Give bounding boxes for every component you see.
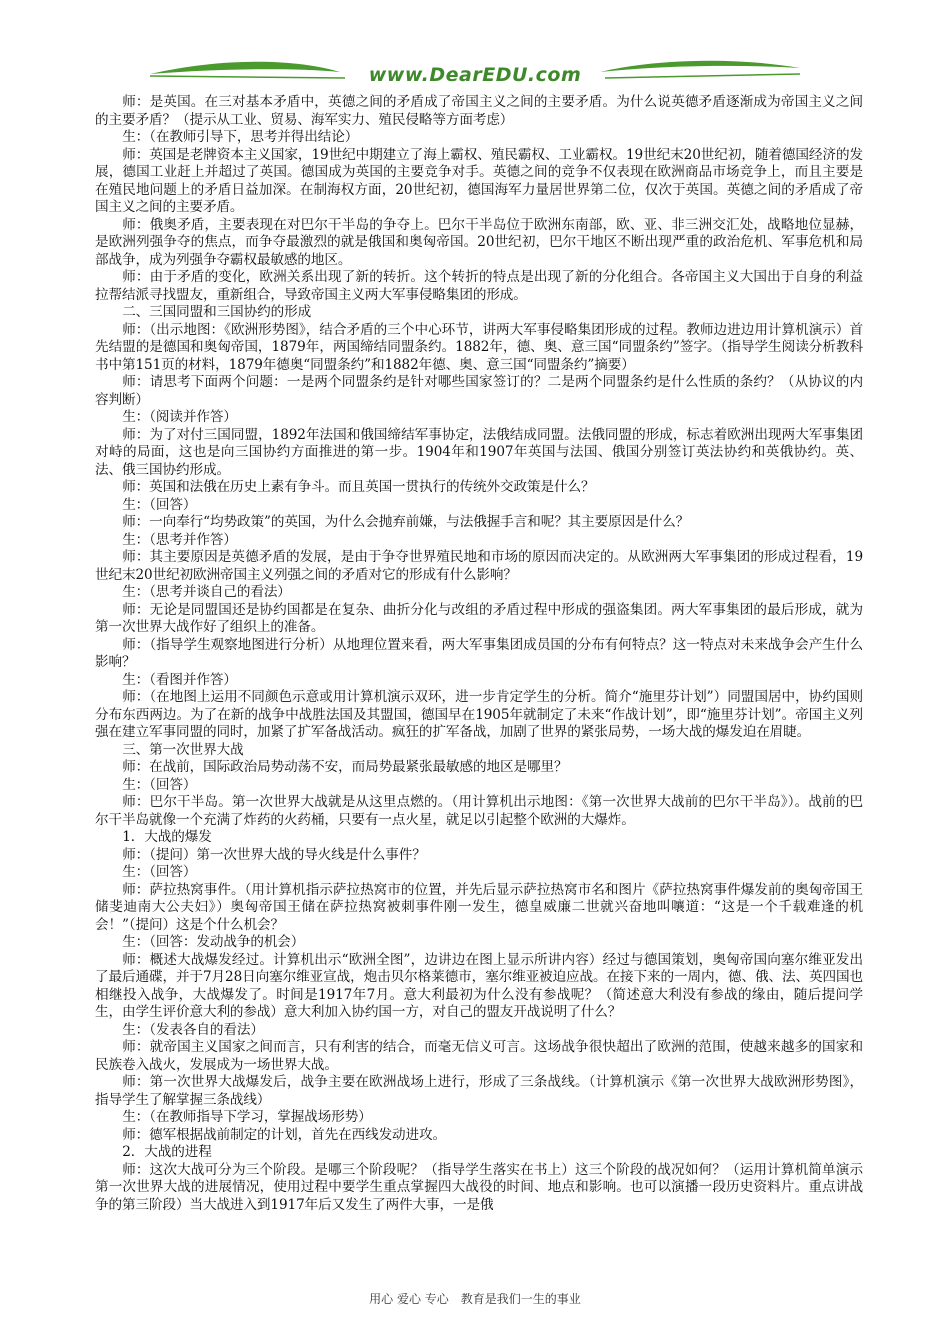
- page-footer: 用心 爱心 专心 教育是我们一生的事业: [369, 1292, 581, 1306]
- paragraph: 师：由于矛盾的变化，欧洲关系出现了新的转折。这个转折的特点是出现了新的分化组合。各帝国主义大国出于自身的利益拉帮结派寻找盟友，重新组合，导致帝国主义两大军事侵略集团的形成。: [95, 269, 863, 303]
- paragraph: 师：英国是老牌资本主义国家，19世纪中期建立了海上霸权、殖民霸权、工业霸权。19世纪末20世纪初，随着德国经济的发展，德国工业赶上并超过了英国。德国成为英国的主要竞争对手。英德之间的竞争不仅表现在欧洲商品市场竞争上，而且主要是在殖民地问题上的矛盾日益加深。在制海权方面，20世纪初，德国海军力量居世界第二位，仅次于英国。英德之间的矛盾成了帝国主义之间的主要矛盾。: [95, 146, 863, 215]
- section-heading: 二、三国同盟和三国协约的形成: [122, 304, 312, 320]
- paragraph: 师：（出示地图：《欧洲形势图》，结合矛盾的三个中心环节，讲两大军事侵略集团形成的过程。教师边进边用计算机演示）首先结盟的是德国和奥匈帝国，1879年，两国缔结同盟条约。1882年，德、奥、意三国“同盟条约”签字。（指导学生阅读分析教科书中第151页的材料，1879年德奥“同盟条约”和1882年德、奥、意三国“同盟条约”摘要）: [95, 321, 863, 373]
- section-heading: 三、第一次世界大战: [122, 741, 244, 758]
- paragraph: 生：（回答）: [122, 776, 197, 793]
- paragraph: 生：（回答：发动战争的机会）: [122, 934, 305, 950]
- paragraph: 生：（在教师引导下，思考并得出结论）: [122, 129, 359, 145]
- paragraph: 师：在战前，国际政治局势动荡不安，而局势最紧张最敏感的地区是哪里？: [122, 759, 568, 775]
- paragraph: 师：为了对付三国同盟，1892年法国和俄国缔结军事协定，法俄结成同盟。法俄同盟的形成，标志着欧洲出现两大军事集团对峙的局面，这也是向三国协约方面推进的第一步。1904年和1907年英国与法国、俄国分别签订英法协约和英俄协约。英、法、俄三国协约形成。: [95, 426, 863, 478]
- paragraph: 师：概述大战爆发经过。计算机出示“欧洲全图”，边讲边在图上显示所讲内容）经过与德国策划，奥匈帝国向塞尔维亚发出了最后通碟，并于7月28日向塞尔维亚宣战，炮击贝尔格莱德市，塞尔维亚被迫应战。在接下来的一周内，德、俄、法、英四国也相继投入战争，大战爆发了。时间是1917年7月。意大利最初为什么没有参战呢？（简述意大利没有参战的缘由，随后提问学生，由学生评价意大利的参战）意大利加入协约国一方，对自己的盟友开战说明了什么？: [95, 951, 863, 1020]
- paragraph: 师：第一次世界大战爆发后，战争主要在欧洲战场上进行，形成了三条战线。（计算机演示《第一次世界大战欧洲形势图》，指导学生了解掌握三条战线）: [95, 1074, 863, 1108]
- paragraph: 生：（发表各自的看法）: [122, 1021, 264, 1038]
- paragraph: 生：（看图并作答）: [122, 671, 237, 688]
- paragraph: 师：（提问）第一次世界大战的导火线是什么事件？: [122, 846, 426, 863]
- paragraph: 师：一向奉行“均势政策”的英国，为什么会抛弃前嫌，与法俄握手言和呢？其主要原因是什么？: [122, 514, 690, 530]
- paragraph: 师：其主要原因是英德矛盾的发展，是由于争夺世界殖民地和市场的原因而决定的。从欧洲两大军事集团的形成过程看，19世纪末20世纪初欧洲帝国主义列强之间的矛盾对它的形成有什么影响？: [95, 549, 863, 583]
- paragraph: 生：（思考并作答）: [122, 531, 237, 548]
- paragraph: 师：无论是同盟国还是协约国都是在复杂、曲折分化与改组的矛盾过程中形成的强盗集团。两大军事集团的最后形成，就为第一次世界大战作好了组织上的准备。: [95, 601, 863, 635]
- document-body: [95, 94, 863, 1214]
- paragraph: 师：这次大战可分为三个阶段。是哪三个阶段呢？（指导学生落实在书上）这三个阶段的战况如何？（运用计算机简单演示第一次世界大战的进展情况，使用过程中要学生重点掌握四大战役的时间、地点和影响。也可以演播一段历史资料片。重点讲战争的第三阶段）当大战进入到1917年后又发生了两件大事，一是俄: [95, 1161, 863, 1213]
- paragraph: 师：（指导学生观察地图进行分析）从地理位置来看，两大军事集团成员国的分布有何特点？这一特点对未来战争会产生什么影响？: [95, 636, 863, 670]
- paragraph: 师：德军根据战前制定的计划，首先在西线发动进攻。: [122, 1126, 447, 1143]
- paragraph: 师：萨拉热窝事件。（用计算机指示萨拉热窝市的位置，并先后显示萨拉热窝市名和图片《萨拉热窝事件爆发前的奥匈帝国王储斐迪南大公夫妇》）奥匈帝国王储在萨拉热窝被刺事件刚一发生，德皇威廉二世就兴奋地叫嚷道：“这是一个千载难逢的机会！”（提问）这是个什么机会？: [95, 881, 863, 933]
- paragraph: 师：请思考下面两个问题：一是两个同盟条约是针对哪些国家签订的？二是两个同盟条约是什么性质的条约？（从协议的内容判断）: [95, 374, 863, 408]
- subsection-heading: 1．大战的爆发: [122, 829, 212, 845]
- paragraph: 师：是英国。在三对基本矛盾中，英德之间的矛盾成了帝国主义之间的主要矛盾。为什么说英德矛盾逐渐成为帝国主义之间的主要矛盾？（提示从工业、贸易、海军实力、殖民侵略等方面考虑）: [95, 94, 863, 128]
- paragraph: 师：英国和法俄在历史上素有争斗。而且英国一贯执行的传统外交政策是什么？: [122, 479, 595, 495]
- paragraph: 生：（回答）: [122, 496, 197, 513]
- paragraph: 生：（阅读并作答）: [122, 409, 237, 425]
- paragraph: 生：（在教师指导下学习，掌握战场形势）: [122, 1109, 372, 1125]
- paragraph: 师：就帝国主义国家之间而言，只有利害的结合，而毫无信义可言。这场战争很快超出了欧洲的范围，使越来越多的国家和民族卷入战火，发展成为一场世界大战。: [95, 1039, 863, 1073]
- site-logo-text[interactable]: www.DearEDU.com: [368, 64, 582, 86]
- site-header: [0, 0, 950, 100]
- paragraph: 生：（思考并谈自己的看法）: [122, 584, 291, 600]
- paragraph: 师：俄奥矛盾，主要表现在对巴尔干半岛的争夺上。巴尔干半岛位于欧洲东南部，欧、亚、非三洲交汇处，战略地位显赫，是欧洲列强争夺的焦点，而争夺最激烈的就是俄国和奥匈帝国。20世纪初，巴尔干地区不断出现严重的政治危机、军事危机和局部战争，成为列强争夺霸权最敏感的地区。: [95, 216, 863, 268]
- subsection-heading: 2．大战的进程: [122, 1144, 212, 1160]
- paragraph: 师：巴尔干半岛。第一次世界大战就是从这里点燃的。（用计算机出示地图：《第一次世界大战前的巴尔干半岛》）。战前的巴尔干半岛就像一个充满了炸药的火药桶，只要有一点火星，就足以引起整个欧洲的大爆炸。: [95, 794, 863, 828]
- paragraph: 师：（在地图上运用不同颜色示意或用计算机演示双环，进一步肯定学生的分析。简介“施里芬计划”）同盟国居中，协约国则分布东西两边。为了在新的战争中战胜法国及其盟国，德国早在1905年就制定了未来“作战计划”，即“施里芬计划”。帝国主义列强在建立军事同盟的同时，加紧了扩军备战活动。疯狂的扩军备战，加剧了世界的紧张局势，一场大战的爆发迫在眉睫。: [95, 689, 863, 740]
- paragraph: 生：（回答）: [122, 864, 197, 880]
